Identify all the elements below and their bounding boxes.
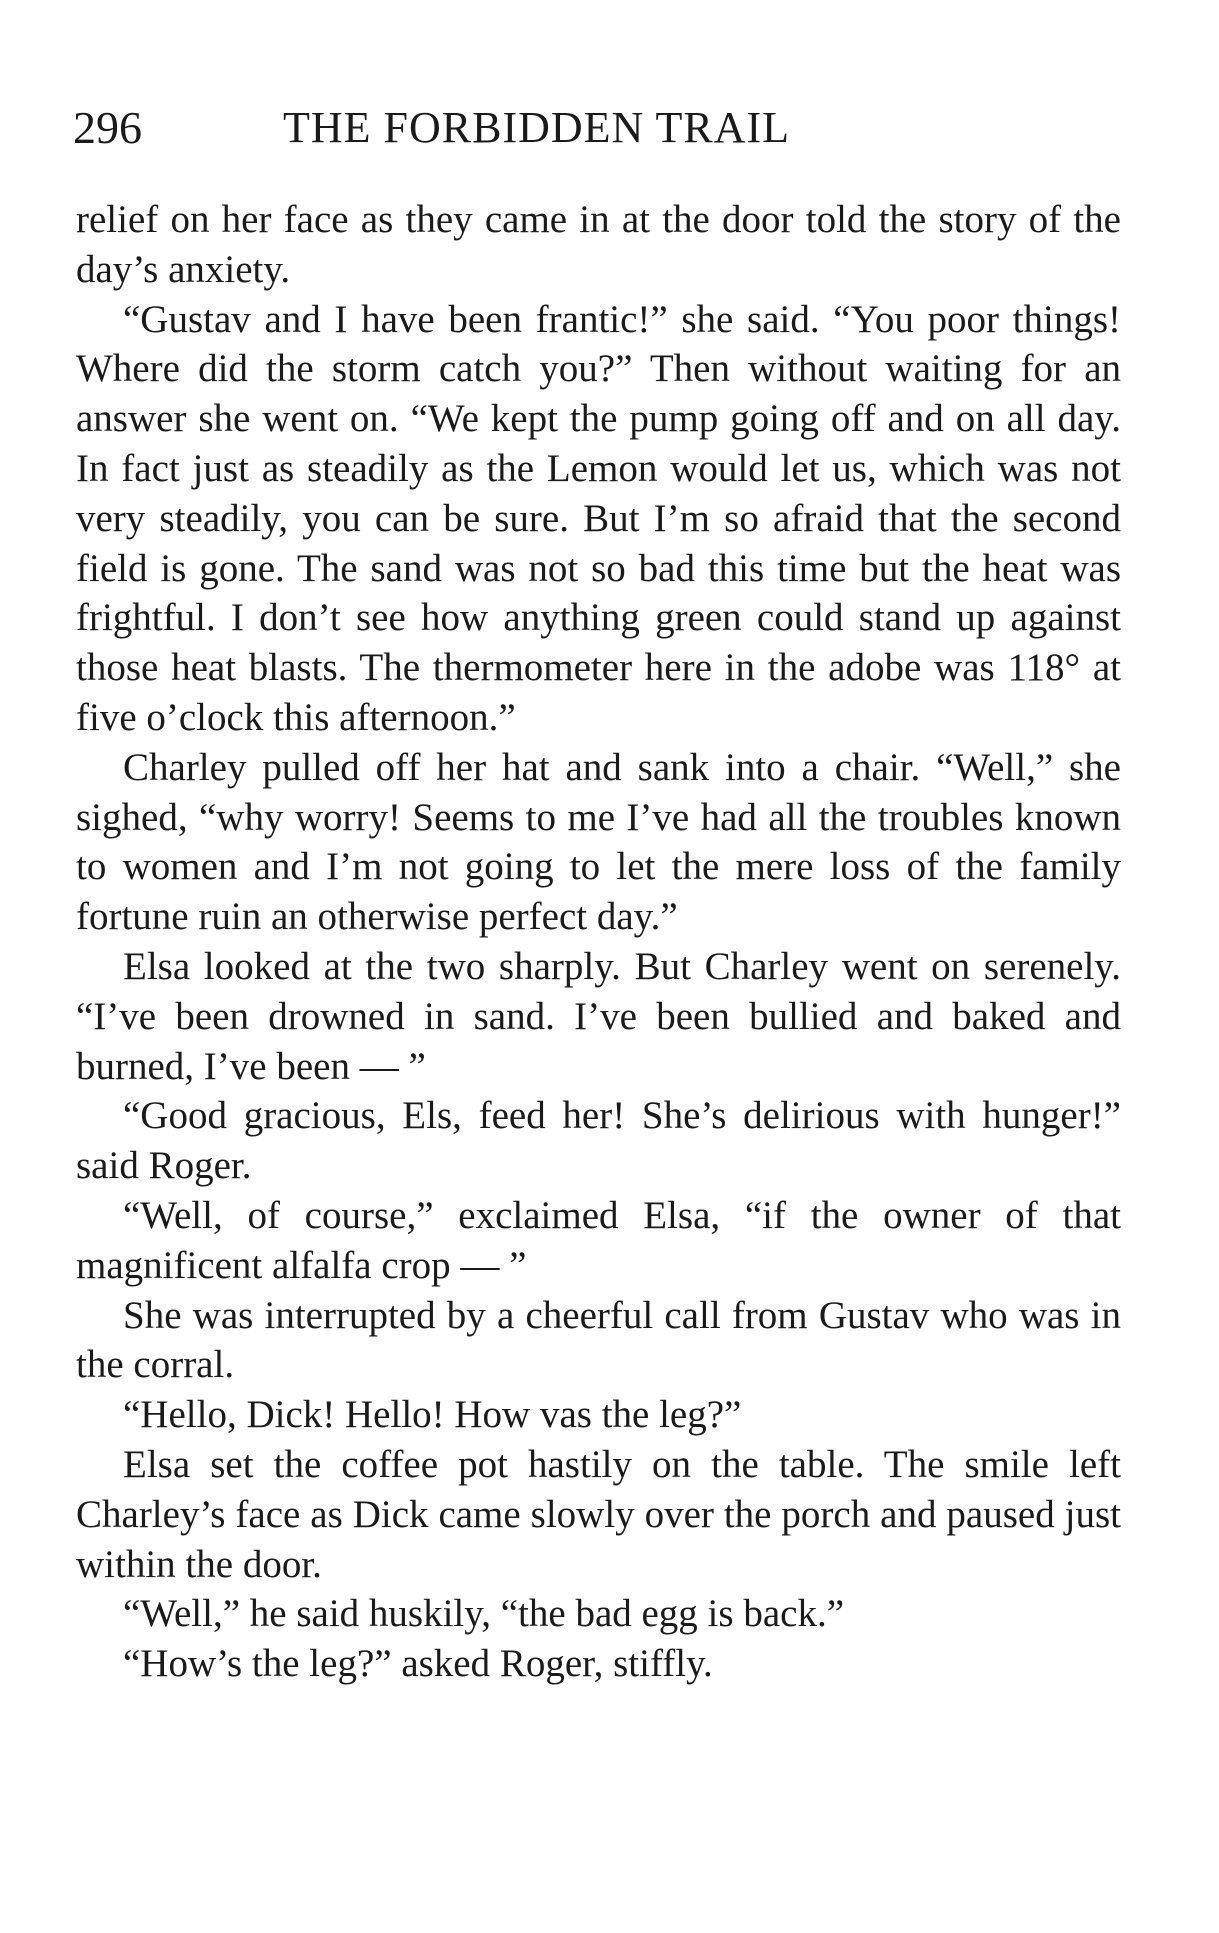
page-header <box>73 98 1133 158</box>
paragraph: Charley pulled off her hat and sank into a chair. “Well,” she sighed, “why worry! Seems to me I’ve had all the troubles known to women and I’m not going to let the mere loss of the family fortune ruin an otherwise perfect day.” <box>76 745 1121 939</box>
paragraph: “Gustav and I have been frantic!” she said. “You poor things! Where did the storm catch you?” Then without waiting for an answer she went on. “We kept the pump going off and on all day. In fact just as steadily as the Lemon would let us, which was not very steadily, you can be sure. But I’m so afraid that the second field is gone. The sand was not so bad this time but the heat was frightful. I don’t see how anything green could stand up against those heat blasts. The thermometer here in the adobe was 118° at five o’clock this afternoon.” <box>76 297 1121 739</box>
paragraph: “Well, of course,” exclaimed Elsa, “if the owner of that magnificent alfalfa crop — ” <box>76 1193 1121 1287</box>
paragraph: Elsa looked at the two sharply. But Charley went on serenely. “I’ve been drowned in sand. I’ve been bullied and baked and burned, I’ve been — ” <box>76 944 1121 1088</box>
paragraph: relief on her face as they came in at the door told the story of the day’s anxiety. <box>76 198 1121 291</box>
paragraph: “Well,” he said huskily, “the bad egg is back.” <box>123 1592 845 1636</box>
page-number: 296 <box>73 102 142 153</box>
paragraph: Elsa set the coffee pot hastily on the table. The smile left Charley’s face as Dick came slowly over the porch and paused just within the door. <box>76 1442 1121 1586</box>
body-text <box>76 195 1121 1689</box>
paragraph: “Good gracious, Els, feed her! She’s delirious with hunger!” said Roger. <box>76 1094 1121 1188</box>
paragraph: She was interrupted by a cheerful call from Gustav who was in the corral. <box>76 1293 1121 1387</box>
paragraph: “How’s the leg?” asked Roger, stiffly. <box>123 1642 713 1686</box>
running-title: THE FORBIDDEN TRAIL <box>283 103 791 152</box>
paragraph: “Hello, Dick! Hello! How vas the leg?” <box>123 1393 742 1437</box>
